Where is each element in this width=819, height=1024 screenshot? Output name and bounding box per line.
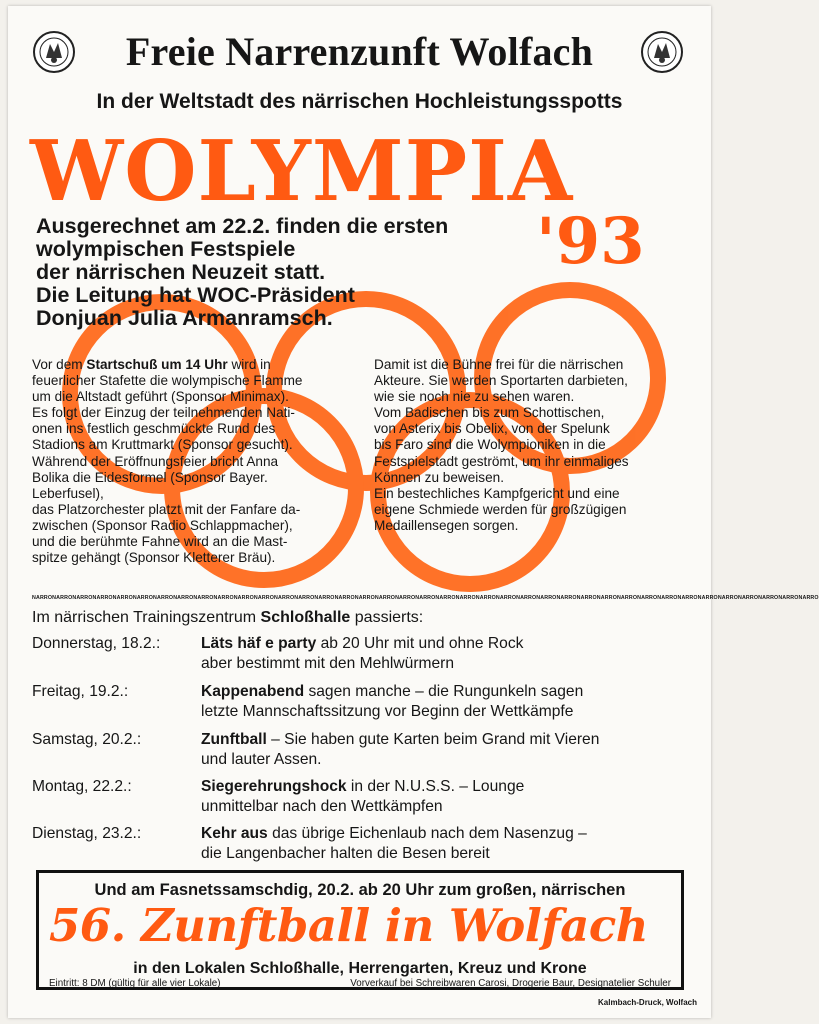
schedule-desc: Kappenabend sagen manche – die Rungunkeln sagen letzte Mannschaftssitzung vor Beginn der Wettkämpfe — [201, 683, 584, 720]
schedule-desc: Läts häf e party ab 20 Uhr mit und ohne Rock aber bestimmt mit den Mehlwürmern — [201, 635, 524, 672]
schedule-desc: Kehr aus das übrige Eichenlaub nach dem Nasenzug – die Langenbacher halten die Besen bereit — [201, 825, 587, 862]
intro-line: Die Leitung hat WOC-Präsident — [36, 283, 355, 307]
ball-locations: in den Lokalen Schloßhalle, Herrengarten, Kreuz und Krone — [133, 960, 587, 977]
year-label: '93 — [536, 204, 645, 279]
text-line: bis Faro sind die Wolympioniken in die — [374, 437, 606, 453]
text-line: Festspielstadt geströmt, um ihr einmaliges — [374, 453, 629, 469]
training-heading: Im närrischen Trainingszentrum Schloßhalle passierts: — [32, 609, 424, 626]
left-column-text — [32, 357, 302, 566]
zunftball-box — [36, 870, 684, 990]
narro-divider: NARRONARRONARRONARRONARRONARRONARRONARRONARRONARRONARRONARRONARRONARRONARRONARRONARRONARRONARRONARRONARRONARRONARRONARRONARRONARRONARRONARRONARRONARRONARRONARRONARRONARRONARRONARRONARRONARRONARRO — [32, 595, 819, 601]
poster-subtitle: In der Weltstadt des närrischen Hochleistungsspotts — [96, 90, 623, 113]
entry-fee: Eintritt: 8 DM (gültig für alle vier Lokale) — [49, 978, 221, 989]
intro-line: Ausgerechnet am 22.2. finden die ersten — [36, 214, 449, 238]
text-line: wie sie noch nie zu sehen waren. — [374, 389, 575, 405]
text-line: um die Altstadt geführt (Sponsor Minimax). — [32, 389, 289, 405]
right-column-text — [374, 357, 629, 534]
text-line: das Platzorchester platzt mit der Fanfare da- — [32, 501, 301, 517]
text-line: Können zu beweisen. — [374, 469, 504, 485]
intro-line: Donjuan Julia Armanramsch. — [36, 306, 333, 330]
schedule-desc: Zunftball – Sie haben gute Karten beim Grand mit Vieren und lauter Assen. — [201, 731, 600, 768]
intro-text — [36, 215, 448, 330]
ball-intro: Und am Fasnetssamschdig, 20.2. ab 20 Uhr zum großen, närrischen — [94, 881, 626, 899]
schedule-day: Donnerstag, 18.2.: — [32, 635, 161, 652]
text-line: zwischen (Sponsor Radio Schlappmacher), — [32, 517, 293, 533]
text-line: Damit ist die Bühne frei für die närrischen — [374, 357, 624, 372]
schedule-desc: Siegerehrungshock in der N.U.S.S. – Lounge unmittelbar nach den Wettkämpfen — [201, 778, 525, 815]
presale-info: Vorverkauf bei Schreibwaren Carosi, Drogerie Baur, Designatelier Schuler — [350, 978, 671, 989]
text-line: eigene Schmiede werden für großzügigen — [374, 501, 627, 517]
intro-line: wolympischen Festspiele — [36, 237, 296, 261]
schedule-day: Montag, 22.2.: — [32, 778, 132, 795]
schedule-day: Freitag, 19.2.: — [32, 683, 129, 700]
text-line: Akteure. Sie werden Sportarten darbieten, — [374, 373, 628, 389]
text-line: Stadions am Kruttmarkt (Sponsor gesucht). — [32, 437, 293, 453]
wolympia-headline: WOLYMPIA — [30, 122, 574, 220]
poster-title: Freie Narrenzunft Wolfach — [125, 29, 594, 74]
intro-line: der närrischen Neuzeit statt. — [36, 260, 326, 284]
text-line: Leberfusel), — [32, 485, 104, 501]
text-line: und die berühmte Fahne wird an die Mast- — [32, 534, 288, 550]
text-line: Vom Badischen bis zum Schottischen, — [374, 405, 605, 421]
text-line: feuerlicher Stafette die wolympische Flamme — [32, 373, 303, 389]
text-line: Bolika die Eidesformel (Sponsor Bayer. — [32, 469, 268, 485]
printer-credit: Kalmbach-Druck, Wolfach — [598, 998, 697, 1007]
text-line: von Asterix bis Obelix, von der Spelunk — [374, 421, 610, 437]
schedule-day: Dienstag, 23.2.: — [32, 825, 142, 842]
poster — [8, 6, 819, 1018]
text-line: Medaillensegen sorgen. — [374, 517, 519, 533]
text-line: onen ins festlich geschmückte Rund des — [32, 421, 276, 437]
schedule-day: Samstag, 20.2.: — [32, 731, 142, 748]
text-line: Ein bestechliches Kampfgericht und eine — [374, 485, 620, 501]
text-line: spitze gehängt (Sponsor Kletterer Bräu). — [32, 550, 276, 566]
zunftball-headline: 56. Zunftball in Wolfach — [49, 899, 648, 952]
text-line: Es folgt der Einzug der teilnehmenden Nati- — [32, 405, 295, 421]
text-line: Vor dem Startschuß um 14 Uhr wird in — [32, 357, 271, 372]
text-line: Während der Eröffnungsfeier bricht Anna — [32, 453, 279, 469]
